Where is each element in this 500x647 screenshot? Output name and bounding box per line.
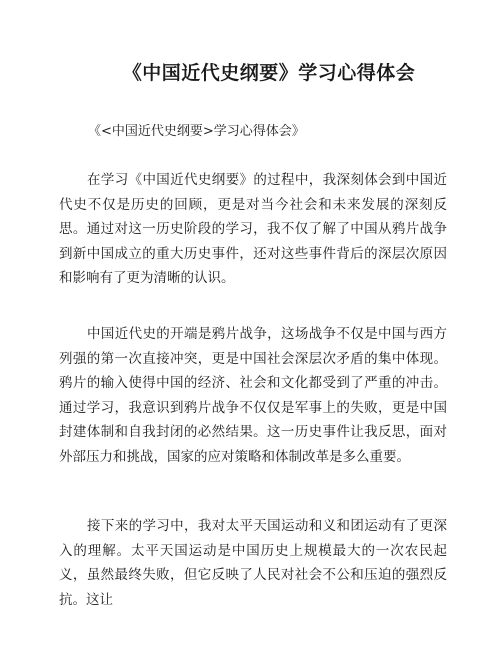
paragraph-2: 中国近代史的开端是鸦片战争，这场战争不仅是中国与西方列强的第一次直接冲突，更是中国社会深层次矛盾的集中体现。鸦片的输入使得中国的经济、社会和文化都受到了严重的冲击。通过学习，我意识到鸦片战争不仅仅是军事上的失败，更是中国封建体制和自我封闭的必然结果。这一历史事件让我反思，面对外部压力和挑战，国家的应对策略和体制改革是多么重要。 [59,326,447,465]
document-title: 《中国近代史纲要》学习心得体会 [122,62,416,84]
document-subtitle: 《<中国近代史纲要>学习心得体会》 [88,124,305,139]
paragraph-3: 接下来的学习中，我对太平天国运动和义和团运动有了更深入的理解。太平天国运动是中国历史上规模最大的一次农民起义，虽然最终失败，但它反映了人民对社会不公和压迫的强烈反抗。这让 [59,518,447,608]
paragraph-1: 在学习《中国近代史纲要》的过程中，我深刻体会到中国近代史不仅是历史的回顾，更是对当今社会和未来发展的深刻反思。通过对这一历史阶段的学习，我不仅了解了中国从鸦片战争到新中国成立的重大历史事件，还对这些事件背后的深层次原因和影响有了更为清晰的认识。 [59,172,447,286]
